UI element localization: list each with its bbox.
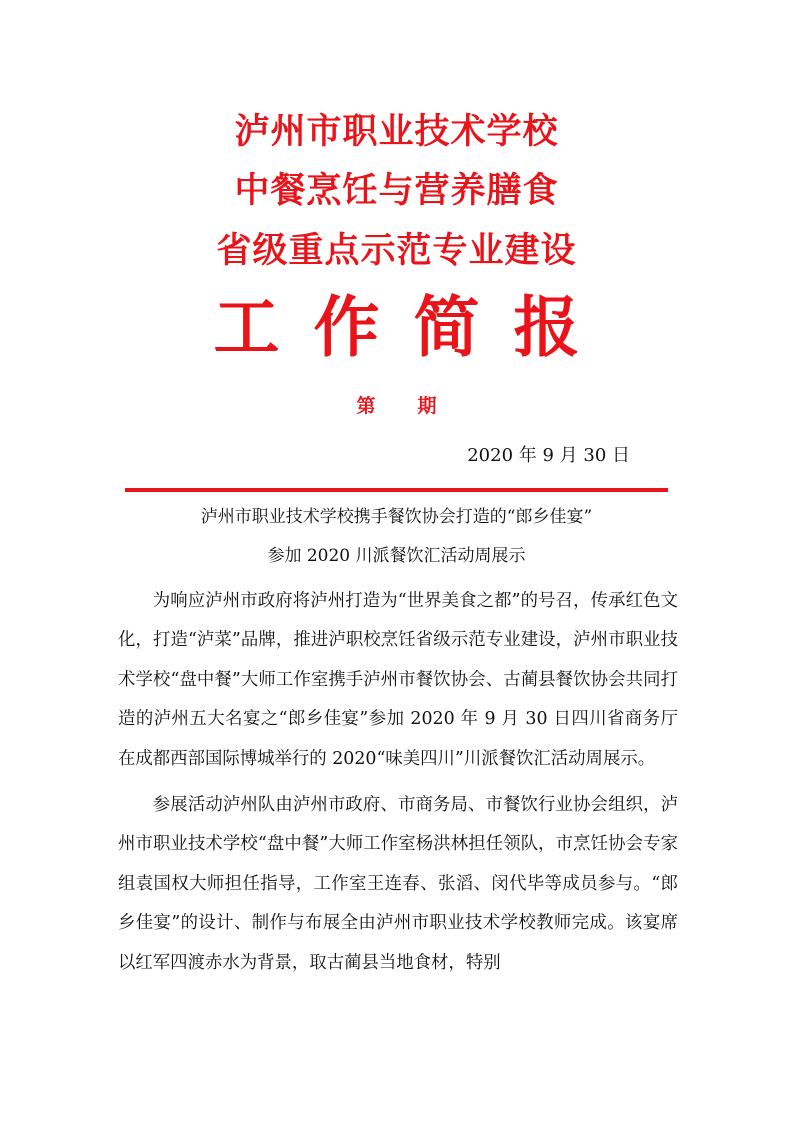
issue-suffix: 期 <box>417 395 437 417</box>
article-title-line2: 参加 2020 川派餐饮汇活动周展示 <box>267 546 526 566</box>
article-paragraph: 为响应泸州市政府将泸州打造为“世界美食之都”的号召，传承红色文化，打造“泸菜”品牌，推进泸职校烹饪省级示范专业建设，泸州市职业技术学校“盘中餐”大师工作室携手泸州市餐饮协会、古蔺县餐饮协会共同打造的泸州五大名宴之“郎乡佳宴”参加 2020 年 9 月 30 日四川省商务厅在成都西部国际博城举行的 2020“味美四川”川派餐饮汇活动周展示。 <box>118 591 678 769</box>
issue-date: 2020 年 9 月 30 日 <box>467 445 630 466</box>
project-name-heading: 省级重点示范专业建设 <box>216 231 577 271</box>
article-paragraph: 参展活动泸州队由泸州市政府、市商务局、市餐饮行业协会组织，泸州市职业技术学校“盘中餐”大师工作室杨洪林担任领队，市烹饪协会专家组袁国权大师担任指导，工作室王连春、张滔、闵代毕等成员参与。“郎乡佳宴”的设计、制作与布展全由泸州市职业技术学校教师完成。该宴席以红军四渡赤水为背景，取古蔺县当地食材，特别 <box>118 795 678 973</box>
article-body <box>118 582 678 990</box>
issue-prefix: 第 <box>356 395 376 417</box>
article-title-line1: 泸州市职业技术学校携手餐饮协会打造的“郎乡佳宴” <box>200 507 593 527</box>
bulletin-title: 工作简报 <box>213 289 614 366</box>
program-name-heading: 中餐烹饪与营养膳食 <box>234 171 559 211</box>
school-name-heading: 泸州市职业技术学校 <box>234 112 559 152</box>
issue-number <box>0 393 793 419</box>
header-divider <box>125 488 668 492</box>
